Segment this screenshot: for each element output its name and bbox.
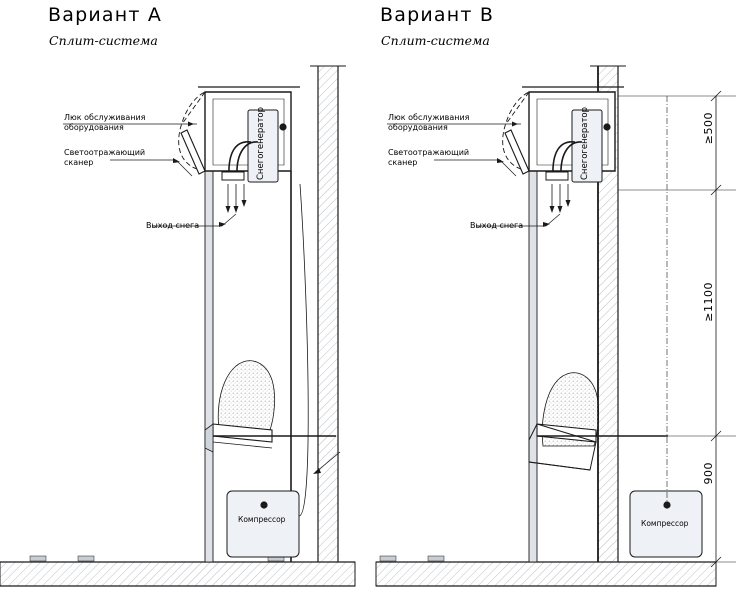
label-compressor-b: Компрессор (641, 519, 689, 528)
label-snow-out-a: Выход снега (146, 221, 200, 230)
label-compressor-a: Компрессор (238, 515, 286, 524)
variant-b-geometry (376, 0, 751, 596)
dimension-1100: ≥1100 (702, 282, 715, 322)
variant-a-subtitle: Сплит-система (49, 33, 158, 48)
variant-a-geometry (0, 0, 375, 596)
variant-a-title: Вариант A (48, 4, 163, 26)
dimension-500: ≥500 (702, 112, 715, 145)
variant-a-drawing (0, 0, 375, 596)
variant-b-subtitle: Сплит-система (381, 33, 490, 48)
label-hatch-b: Люк обслуживания оборудования (388, 113, 470, 132)
label-snow-machine-a: Снегогенератор (256, 106, 266, 180)
label-snow-out-b: Выход снега (470, 221, 524, 230)
label-scanner-b: Светоотражающий сканер (388, 148, 470, 167)
variant-b-drawing (376, 0, 751, 596)
label-scanner-a: Светоотражающий сканер (64, 148, 146, 167)
label-hatch-a: Люк обслуживания оборудования (64, 113, 146, 132)
dimension-900: 900 (702, 462, 715, 485)
label-snow-machine-b: Снегогенератор (580, 106, 590, 180)
variant-b-title: Вариант B (380, 4, 495, 26)
